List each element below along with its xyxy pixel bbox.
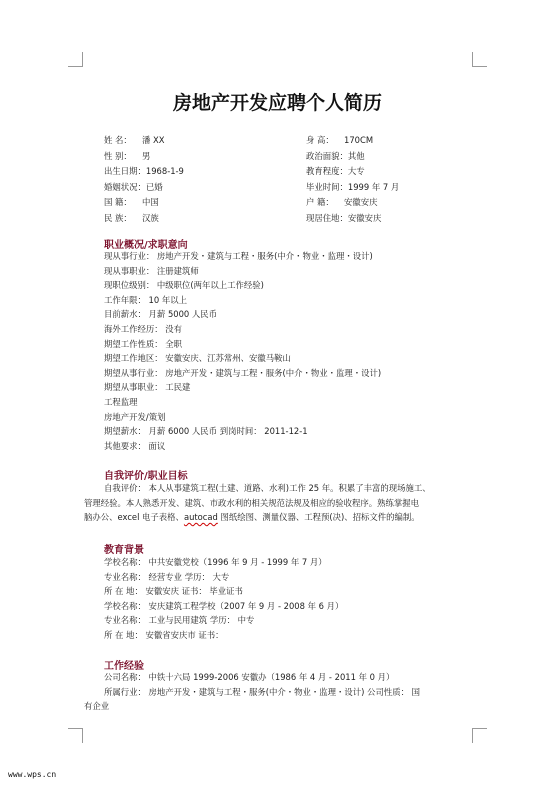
education-line: 学校名称： 安庆建筑工程学校（2007 年 9 月 - 2008 年 6 月） [104, 600, 344, 611]
career-line: 期望薪水： 月薪 6000 人民币 到岗时间： 2011-12-1 [104, 426, 308, 437]
personal-info [104, 133, 424, 227]
value: 大专 [347, 166, 365, 177]
page-corner-mark-bottom-right [472, 728, 487, 743]
work-line: 公司名称： 中铁十六局 1999-2006 安徽办（1986 年 4 月 - 2011 年 0 月） [104, 672, 395, 682]
education-line: 专业名称： 经营专业 学历： 大专 [104, 571, 230, 582]
education-lines [104, 555, 343, 643]
career-line: 工作年限： 10 年以上 [104, 294, 187, 305]
label: 现居住地： [306, 212, 348, 223]
page-corner-mark-bottom-left [68, 728, 83, 743]
page-title: 房地产开发应聘个人简历 [172, 92, 382, 114]
section-heading-career: 职业概况/求职意向 [104, 240, 188, 251]
career-lines [104, 249, 381, 453]
career-line: 目前薪水： 月薪 5000 人民币 [104, 309, 218, 320]
paragraph-line: 自我评价： 本人从事建筑工程(土建、道路、水利)工作 25 年。积累了丰富的现场施工、 [104, 483, 431, 493]
label: 婚姻状况： [104, 181, 146, 192]
career-line: 期望从事行业： 房地产开发・建筑与工程・服务(中介・物业・监理・设计) [104, 367, 382, 378]
education-line: 所 在 地： 安徽省安庆市 证书： [104, 629, 224, 640]
career-line: 期望工作性质： 全职 [104, 338, 183, 349]
career-line: 工程监理 [104, 396, 138, 407]
section-heading-work-experience: 工作经验 [104, 661, 144, 672]
career-line: 现职位级别： 中级职位(两年以上工作经验) [104, 280, 264, 291]
value: 中国 [142, 197, 159, 208]
label: 出生日期： [104, 166, 146, 177]
personal-row [104, 195, 424, 211]
work-line: 所属行业： 房地产开发・建筑与工程・服务(中介・物业・监理・设计) 公司性质： 国 [104, 686, 421, 697]
value: 潘 XX [142, 135, 165, 145]
page-corner-mark-top-left [68, 52, 83, 67]
label: 毕业时间： [306, 181, 348, 192]
paragraph-line: 脑办公、excel 电子表格、autocad 图纸绘图、测量仪器、工程预(决)、招标文件的编制。 [84, 512, 420, 523]
personal-row [104, 164, 424, 180]
value: 已婚 [145, 181, 163, 192]
career-line: 海外工作经历： 没有 [104, 323, 183, 334]
career-line: 期望从事职业： 工民建 [104, 382, 191, 393]
work-line-wrap [84, 699, 109, 714]
value: 安徽安庆 [347, 212, 382, 223]
career-line: 期望工作地区： 安徽安庆、江苏常州、安徽马鞍山 [104, 353, 291, 364]
work-lines [104, 670, 420, 699]
career-line: 其他要求： 面议 [104, 440, 166, 451]
work-line: 有企业 [84, 701, 110, 711]
personal-row [104, 133, 424, 149]
value: 170CM [344, 135, 374, 145]
label: 性 别： [104, 150, 132, 161]
label: 国 籍： [104, 197, 132, 208]
value: 安徽安庆 [344, 197, 378, 208]
personal-row [104, 180, 424, 196]
education-line: 学校名称： 中共安徽党校（1996 年 9 月 - 1999 年 7 月） [104, 557, 327, 567]
spellcheck-word: autocad [183, 512, 218, 523]
paragraph-line: 管理经验。本人熟悉开发、建筑、市政水利的相关规范法规及相应的验收程序。熟练掌握电 [84, 497, 419, 508]
career-line: 房地产开发/策划 [104, 411, 166, 422]
value: 1968-1-9 [145, 166, 184, 177]
section-heading-self-evaluation: 自我评价/职业目标 [104, 471, 188, 482]
label: 身 高： [306, 135, 334, 145]
self-evaluation-paragraph [84, 481, 464, 525]
education-line: 专业名称： 工业与民用建筑 学历： 中专 [104, 615, 255, 626]
label: 民 族： [104, 212, 132, 223]
value: 汉族 [142, 212, 159, 223]
career-line: 现从事职业： 注册建筑师 [104, 265, 199, 276]
career-line: 现从事行业： 房地产开发・建筑与工程・服务(中介・物业・监理・设计) [104, 251, 373, 261]
personal-row [104, 149, 424, 165]
label: 教育程度： [306, 166, 348, 177]
value: 其他 [347, 150, 365, 161]
footer-watermark: www.wps.cn [8, 770, 57, 779]
page-corner-mark-top-right [472, 52, 487, 67]
label: 政治面貌： [306, 150, 348, 161]
label: 户 籍： [306, 197, 334, 208]
personal-row [104, 211, 424, 227]
label: 姓 名： [104, 135, 132, 145]
education-line: 所 在 地： 安徽安庆 证书： 毕业证书 [104, 586, 243, 597]
value: 1999 年 7 月 [347, 181, 400, 192]
section-heading-education: 教育背景 [104, 545, 144, 556]
value: 男 [142, 150, 151, 161]
